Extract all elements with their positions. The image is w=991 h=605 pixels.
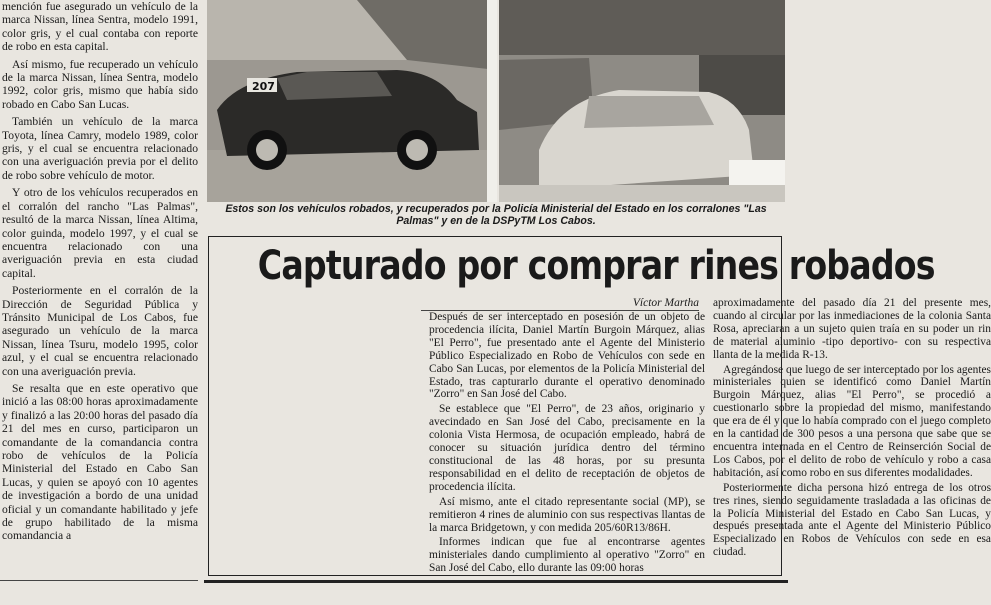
article-paragraph-7: Posteriormente dicha persona hizó entrega de los otros tres rines, siendo seguidamente trasladada a las oficinas de la Policía Ministerial del Estado en Cabo San Lucas, y después presentada ante el Agente del Ministerio Público Especializado en Robos de Vehículos con sede en esa ciudad. [713, 481, 991, 559]
article-paragraph-3: Así mismo, ante el citado representante social (MP), se remitieron 4 rines de aluminio con sus respectivas llantas de la marca Bridgetown, y con medida 205/60R13/86H. [429, 495, 705, 534]
car-photo-left [207, 0, 497, 202]
left-paragraph-6: Se resalta que en este operativo que inició a las 08:00 horas aproximadamente y finalizó a las 20:00 horas del pasado día 21 del mes en curso, participaron un comandante de la comandancia contra robo de vehículos de la Policía Ministerial del Estado en Cabo San Lucas, y quien se apoyó con 10 agentes de investigación a bordo de una unidad oficial y un comandante habilitado y jefe de grupo habilitado de la misma comandancia a [2, 381, 198, 543]
article-box [208, 236, 991, 576]
article-paragraph-4: Informes indican que fue al encontrarse agentes ministeriales dando cumplimiento al operativo "Zorro" en San José del Cabo, ello durante las 09:00 horas [429, 536, 705, 575]
article-right-column [713, 297, 991, 577]
left-paragraph-5: Posteriormente en el corralón de la Dirección de Seguridad Pública y Tránsito Municipal de Los Cabos, fue asegurado un vehículo de la marca Nissan, línea Tsuru, modelo 1995, color azul, y el cual se encuentra relacionado con una averiguación previa. [2, 284, 198, 378]
left-column-text [2, 0, 198, 578]
photo-strip [207, 0, 785, 202]
left-paragraph-4: Y otro de los vehículos recuperados en el corralón del rancho "Las Palmas", resultó de la marca Nissan, línea Altima, color guinda, modelo 1997, y el cual se encuentra relacionado con una averiguación previa en esta ciudad capital. [2, 186, 198, 280]
left-paragraph-1: mención fue asegurado un vehículo de la marca Nissan, línea Sentra, modelo 1991, color gris, y el cual contaba con reporte de robo en esta capital. [2, 0, 198, 54]
article-byline: Víctor Martha [421, 297, 699, 311]
article-paragraph-6: Agregándose que luego de ser interceptado por los agentes ministeriales quien se identificó como Daniel Martín Burgoin Márquez, alias "El Perro", se procedió a cuestionarlo sobre la propiedad del mismo, manifestando que era de él y que lo había comprado con el juego completo en la cantidad de 300 pesos a una persona que sabe que se encuentra internada en el Centro de Reinserción Social de Los Cabos, por el delito de robo de vehículo y robo a casa habitación, así como robo en sus diferentes modalidades. [713, 363, 991, 479]
article-paragraph-1: Después de ser interceptado en posesión de un objeto de procedencia ilícita, Daniel Martín Burgoin Márquez, alias "El Perro", fue presentado ante el Agente del Ministerio Público Especializado en Robo de Vehículos con sede en Cabo San Lucas, por elementos de la Policía Ministerial del Estado, tras capturarlo durante el operativo denominado "Zorro" en San José del Cabo. [429, 311, 705, 401]
article-paragraph-2: Se establece que "El Perro", de 23 años, originario y avecindado en San José del Cabo, precisamente en la colonia Vista Hermosa, de ocupación empleado, habrá de conocer su situación jurídica dentro del término constitucional de las 48 horas, por su presunta responsabilidad en el delito de receptación de objetos de procedencia ilícita. [429, 403, 705, 493]
photo-caption: Estos son los vehículos robados, y recuperados por la Policía Ministerial del Estado en los corralones "Las Palmas" y en de la DSPyTM Los Cabos. [225, 203, 767, 228]
article-middle-column [429, 311, 705, 576]
left-column-rule [0, 580, 198, 581]
car-lot-photo-right [499, 0, 785, 202]
left-paragraph-3: También un vehículo de la marca Toyota, línea Camry, modelo 1989, color gris, y el cual se encuentra relacionado con una averiguación previa por el delito de robo sobre vehículo de motor. [2, 115, 198, 182]
article-paragraph-5: aproximadamente del pasado día 21 del presente mes, cuando al circular por las inmediaciones de la colonia Santa Rosa, apreciaran a un sujeto quien traía en su poder un rin de material aluminio -tipo deportivo- con su respectiva llanta de la medida R-13. [713, 297, 991, 361]
article-headline: Capturado por comprar rines robados [257, 243, 935, 289]
left-paragraph-2: Así mismo, fue recuperado un vehículo de la marca Nissan, línea Sentra, modelo 1992, color gris, mismo que había sido robado en Cabo San Lucas. [2, 57, 198, 111]
plate-text: 207 [252, 80, 275, 93]
bottom-rule [204, 580, 788, 583]
